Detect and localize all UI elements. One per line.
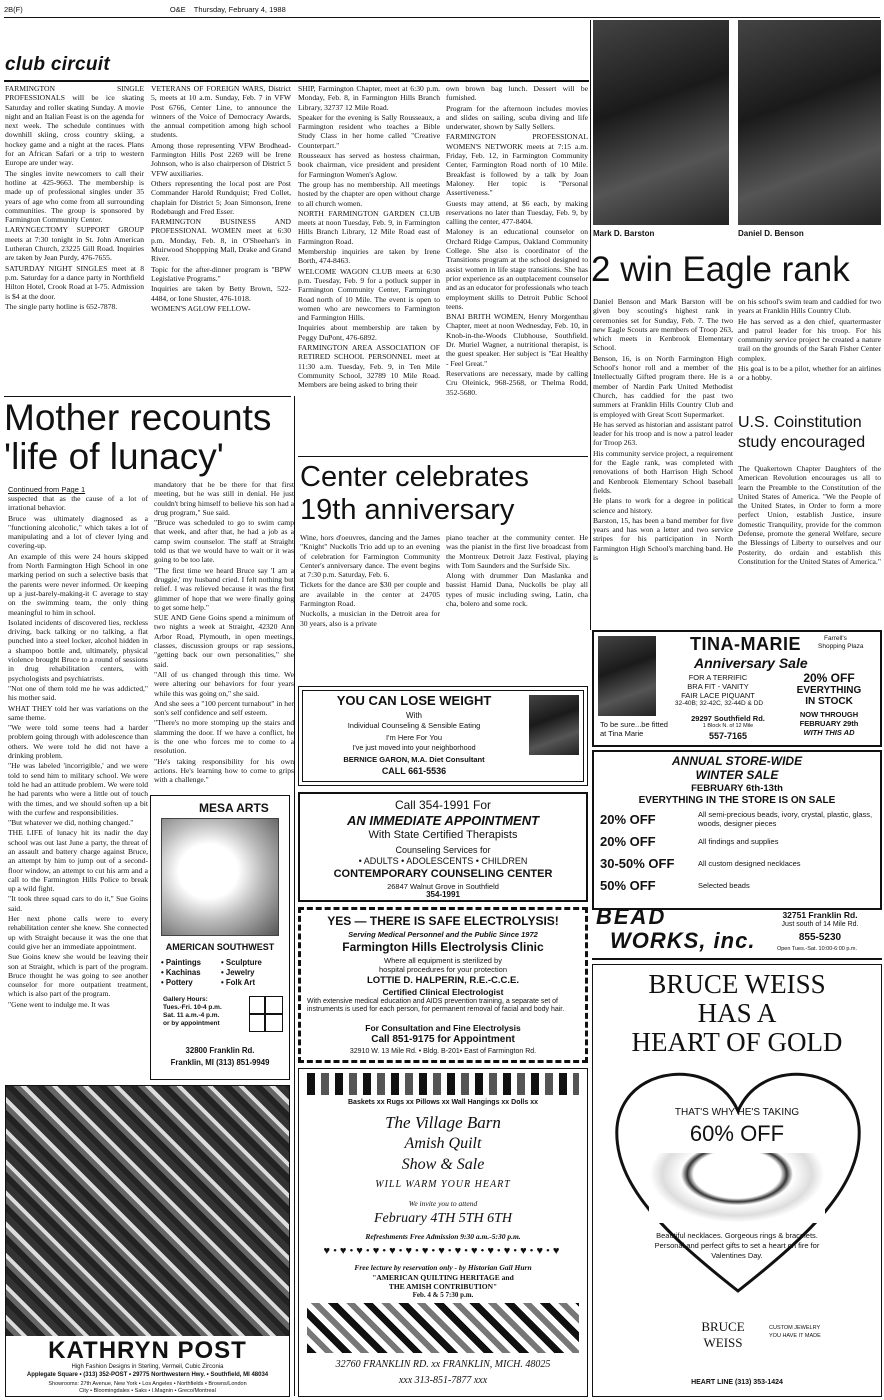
mother-para: mandatory that he be there for that first meeting, but he was still in denial. He just couldn't bring himself to believe his son had a drug program," Sue said.: [154, 480, 294, 517]
village-lecture-title-1: "AMERICAN QUILTING HERITAGE and: [372, 1273, 514, 1282]
constitution-headline-1: U.S. Coinstitution: [738, 414, 862, 431]
tina-now-1: NOW THROUGH: [799, 710, 859, 719]
counseling-ad: [298, 792, 588, 902]
electrolysis-headline: YES — THERE IS SAFE ELECTROLYSIS!: [327, 914, 559, 928]
center-para: Along with drummer Dan Maslanka and bassist Hamid Dana, Nuckolls be play all types of music including swing, Latin, cha cha, bolero and some rock.: [446, 571, 588, 609]
mother-para: "Gene went to indulge me. It was: [8, 999, 110, 1009]
bead-dates: FEBRUARY 6th-13th: [691, 783, 783, 794]
lose-weight-line-4: I've just moved into your neighborhood: [352, 743, 476, 752]
bruce-side-1: CUSTOM JEWELRY: [769, 1325, 821, 1331]
village-barn-title: The Village Barn: [385, 1113, 501, 1132]
kathryn-post-name: KATHRYN POST: [48, 1337, 247, 1364]
center-para: Nuckolls, a musician in the Detroit area for 30 years, also is a private: [300, 609, 440, 628]
tina-fit: To be sure...be fitted at Tina Marie: [600, 720, 668, 738]
bead-address-1: 32751 Franklin Rd.: [782, 910, 858, 920]
mother-para: An example of this were 24 hours skipped from North Farmington High School in one marking period on such a selective basis that the parents were never informed. Or keeping up a just-barely-making-it C average to stay on the swimming team, the only thing meaningful to him in school.: [8, 551, 148, 617]
bruce-line-1: Beautiful necklaces. Gorgeous rings & bracelets.: [656, 1231, 818, 1240]
mother-para: "But whatever we did, nothing changed.": [8, 818, 134, 828]
club-item: Inquiries are taken by Betty Brown, 522-4484, or Ione Shuster, 476-1018.: [151, 284, 291, 303]
club-circuit-rule: [4, 80, 589, 82]
club-col-4: [446, 84, 588, 464]
village-lecture: Free lecture by reservation only - by Historian Gail Hurn: [354, 1263, 532, 1272]
electrolysis-line-5: hospital procedures for your protection: [379, 965, 507, 974]
electrolysis-address: 32910 W. 13 Mile Rd. • Bldg. B-201• East of Farmington Rd.: [349, 1048, 537, 1055]
mark-barston-photo: [593, 20, 729, 225]
bead-pct-0: 20% OFF: [600, 812, 656, 827]
club-item: The single party hotline is 652-7878.: [5, 301, 118, 311]
bead-desc-3: Selected beads: [698, 881, 750, 890]
mother-para: "The first time we heard Bruce say 'I am a druggie,' my husband cried. I felt nothing but relief. I was relieved because it was the first glimmer of hope that we were finally going to get some help.": [154, 565, 294, 612]
eagle-para: on his school's swim team and caddied for two years at Franklin Hills Country Club.: [738, 297, 881, 316]
kathryn-post-line-3: Showrooms: 27th Avenue, New York • Los Angeles • Northfields • Browns/London: [48, 1381, 247, 1387]
club-item: VETERANS OF FOREIGN WARS, District 5, meets at 10 a.m. Sunday, Feb. 7 in VFW Post 6766, Center Line, to announce the winners of the Voice of Democracy Awards, the annual competition among high school students.: [151, 84, 291, 140]
mother-para: SUE AND Gene Goins spend a minimum of two nights a week at Straight, 42320 Ann Arbor Road, Plymouth, in open meetings, classes, discussion groups or rap sessions, "getting back our own personalities," she said.: [154, 613, 294, 669]
lingerie-model-photo: [598, 636, 656, 716]
mesa-arts-hours: [163, 996, 248, 1028]
village-line-1: Baskets xx Rugs xx Pillows xx Wall Hangings xx Dolls xx: [348, 1099, 538, 1106]
electrolysis-line-2: Serving Medical Personnel and the Public Since 1972: [348, 930, 538, 939]
village-invite: We invite you to attend: [408, 1199, 478, 1208]
eagle-para: He plans to work for a degree in political science and history.: [593, 496, 733, 515]
tina-off-3: IN STOCK: [805, 696, 853, 707]
mother-para: "We were told some teens had a harder problem going through with adolescence than others. We were told he did not have a drinking problem.: [8, 723, 148, 761]
kathryn-post-line-2: Applegate Square • (313) 352-POST • 29775 Northwestern Hwy. • Southfield, MI 48034: [26, 1372, 269, 1378]
hours-line: or by appointment: [163, 1020, 220, 1027]
bead-title-2: WINTER SALE: [695, 768, 779, 782]
location-map: [249, 996, 283, 1032]
club-item: Reservations are necessary, made by calling Cru Oleinick, 968-2568, or Thelma Rodd, 352-5680.: [446, 368, 588, 397]
tina-off-1: 20% OFF: [803, 671, 855, 685]
lose-weight-line-2: Individual Counseling & Sensible Eating: [347, 721, 481, 730]
warm-heart-line: WILL WARM YOUR HEART: [375, 1179, 511, 1190]
bead-desc-1: All findings and supplies: [698, 837, 779, 846]
club-circuit-title: club circuit: [5, 54, 110, 75]
kathryn-post-line-1: High Fashion Designs in Sterling, Vermeil, Cubic Zirconia: [71, 1364, 224, 1370]
mesa-item: • Folk Art: [221, 978, 256, 987]
tina-address-2: 1 Block N. of 12 Mile: [702, 723, 754, 729]
lose-weight-title: YOU CAN LOSE WEIGHT: [336, 693, 492, 708]
tina-address-1: 29297 Southfield Rd.: [691, 714, 765, 723]
mother-para: "All of us changed through this time. We were altering our behaviors for four years while this was going on," she said.: [154, 669, 294, 698]
electrolysis-ad: [298, 907, 588, 1063]
club-item: Guests may attend, at $6 each, by making reservations no later than Tuesday, Feb. 9, by calling the center, 477-8404.: [446, 198, 588, 227]
bead-title-1: ANNUAL STORE-WIDE: [671, 754, 803, 768]
center-top-rule: [298, 456, 588, 457]
consultant-photo: [529, 695, 579, 755]
constitution-headline-2: study encouraged: [738, 434, 866, 451]
club-item: SATURDAY NIGHT SINGLES meet at 8 p.m. Saturday for a dance party in Northfield Hilton Hotel, Crook Road at I-75. Admission is $4 at the door.: [5, 263, 144, 301]
bruce-taking: THAT'S WHY HE'S TAKING: [674, 1107, 800, 1118]
mesa-arts-subtitle: AMERICAN SOUTHWEST: [165, 942, 275, 952]
issue-date: Thursday, February 4, 1988: [193, 5, 286, 14]
club-item: Others representing the local post are Post Commander Harold Rundquist; Fred Collet, chaplain for District 5; Joan Simonson, Irene Rodebaugh and Fred Esser.: [151, 178, 291, 216]
counseling-line-3: With State Certified Therapists: [368, 829, 518, 841]
mesa-arts-items: [161, 958, 281, 988]
village-refreshments: Refreshments Free Admission 9:30 a.m.-5:30 p.m.: [365, 1232, 521, 1241]
counseling-call: [300, 798, 586, 812]
column-rule: [590, 20, 591, 630]
club-item: Speaker for the evening is Sally Rousseaux, a Farmington resident who teaches a Bible Study Class in her home called "Creative Counterpart.": [298, 112, 440, 150]
electrolysis-line-9: For Consultation and Fine Electrolysis: [365, 1023, 521, 1033]
bead-phone: 855-5230: [798, 932, 842, 943]
club-item: Maloney is an educational counselor on Orchard Ridge Campus, Oakland Community College. She also is coordinator of the Transitions program at the school designed to assist women in life stage transitions. She has prior experience as an outplacement counselor and as an educator for professionals who teach employment skills to Detroit Public School teens.: [446, 227, 588, 311]
counseling-line-5: • ADULTS • ADOLESCENTS • CHILDREN: [358, 856, 528, 866]
photo-caption-benson: Daniel D. Benson: [738, 229, 804, 238]
southwest-art-image: [161, 818, 279, 936]
club-item: FARMINGTON AREA ASSOCIATION OF RETIRED SCHOOL PERSONNEL meet at 11:30 a.m. Tuesday, Feb. 9, in Ten Mile Community School, 32789 10 Mile Road. Members are being asked to bring their: [298, 343, 440, 390]
bruce-headline-3: HEART OF GOLD: [631, 1027, 843, 1057]
club-item: BNAI BRITH WOMEN, Henry Morgenthau Chapter, meet at noon Wednesday, Feb. 10, in Knob-in-the-Woods Clubhouse, Southfield. Dr. Muriel Wagner, a nutritional therapist, is the guest speaker. Her subject is "Eat Healthy - Feel Great.": [446, 312, 588, 368]
mother-para: Her next phone calls were to every rehabilitation center she knew. She connected up with Straight because it was the one that could give her an immediate appointment.: [8, 914, 148, 951]
center-headline-1: Center celebrates: [300, 461, 529, 493]
photo-caption-barston: Mark D. Barston: [593, 229, 655, 238]
lose-weight-line-3: I'm Here For You: [385, 733, 443, 742]
tina-corner-2: Shopping Plaza: [818, 643, 864, 650]
eagle-para: Barston, 15, has been a band member for five years and has won a letter and two service stripes for his participation in North Farmington High School's marching band. He is: [593, 515, 733, 563]
tina-phone: 557-7165: [708, 731, 748, 741]
club-item: Topic for the after-dinner program is "BPW Legislative Programs.": [151, 264, 291, 283]
bruce-headline-1: BRUCE WEISS: [648, 969, 826, 999]
bead-everything: EVERYTHING IN THE STORE IS ON SALE: [638, 795, 836, 806]
bruce-line-3: Valentines Day.: [711, 1251, 763, 1260]
lose-weight-line-1: With: [406, 711, 422, 720]
club-item: Among those representing VFW Brodhead-Farmington Hills Post 2269 will be Irene Johnson, who is also chairperson of District 5 VFW auxiliaries.: [151, 140, 291, 178]
bruce-phone: HEART LINE (313) 353-1424: [691, 1379, 783, 1386]
constitution-body: The Quakertown Chapter Daughters of the American Revolution encourages us all to learn the Preamble to the Constitution of the United States of America. "We the People of the United States, in Order to form a more perfect Union, establish Justice, insure domestic Tranquility, provide for the common Defense, promote the general Welfare, secure the Blessings of Liberty to ourselves and our Posterity, do ordain and establish this Constitution for the United States of America.": [738, 464, 881, 566]
bruce-logo-1: BRUCE: [701, 1319, 745, 1334]
electrolysis-name: LOTTIE D. HALPERIN, R.E.-C.C.E.: [366, 975, 519, 986]
show-sale-title: Show & Sale: [401, 1156, 485, 1173]
center-col-1: [300, 533, 440, 668]
electrolysis-line-7: Certified Clinical Electrologist: [382, 987, 504, 997]
eagle-para: His community service project, a requirement for the Eagle rank, was completed with renovations of both Harrison High School and Kenbrook Elementary School baseball fields.: [593, 448, 733, 495]
bead-desc-2: All custom designed necklaces: [698, 859, 801, 868]
bruce-headline-2: HAS A: [697, 998, 777, 1028]
counseling-phone: 354-1991: [426, 890, 460, 899]
counseling-line-4: Counseling Services for: [395, 845, 491, 855]
tina-line-4: 32-40B; 32-42C, 32-44D & DD: [674, 700, 764, 707]
mother-para: "Bruce was scheduled to go to swim camp that week, and after that, he had a job as a camp swim counselor. The staff at Straight told us that we would have to wait or it was going to be too late.: [154, 518, 294, 565]
club-item: FARMINGTON PROFESSIONAL WOMEN'S NETWORK meets at 7:15 a.m. Friday, Feb. 12, in Farmington Community Center, Farmington Road north of 10 Mile. Breakfast is followed by a talk by Joan Maloney. Her topic is "Personal Assertiveness.": [446, 132, 588, 198]
bruce-60-off: 60% OFF: [689, 1121, 785, 1146]
bead-hours: Open Tues.-Sat. 10:00-6:00 p.m.: [776, 946, 858, 952]
eagle-para: His goal is to be a pilot, whether for an airlines or a hobby.: [738, 364, 881, 383]
page-header: [4, 5, 880, 17]
club-item: NORTH FARMINGTON GARDEN CLUB meets at noon Tuesday, Feb. 9, in Farmington Hills Branch Library, 12 Mile Road east of Farmington Road.: [298, 208, 440, 246]
club-item: Rousseaux has served as hostess chairman, book chairman, vice president and president for Farmington Women's Aglow.: [298, 151, 440, 179]
lose-weight-ad: [298, 686, 588, 786]
mother-para: "He's taking responsibility for his own actions. He's learning how to come to grips with a challenge.": [154, 756, 294, 785]
mesa-item: • Pottery: [161, 978, 193, 987]
club-col-2: [151, 84, 291, 394]
bead-pct-3: 50% OFF: [600, 878, 656, 893]
mesa-item: • Sculpture: [221, 958, 262, 967]
counseling-center-name: CONTEMPORARY COUNSELING CENTER: [333, 868, 553, 880]
amish-quilt-title: Amish Quilt: [404, 1135, 482, 1152]
mother-para: suspected that as the cause of a lot of irrational behavior.: [8, 494, 148, 513]
eagle-para: He has served as historian and assistant patrol leader for his troop and is now a patrol leader for Troop 263.: [593, 419, 733, 448]
club-item: Program for the afternoon includes movies and slides on sailing, scuba diving and life underwater, shown by Sally Sellers.: [446, 103, 588, 132]
mesa-item: • Kachinas: [161, 968, 201, 977]
mesa-address-1: 32800 Franklin Rd.: [185, 1046, 255, 1055]
continued-line: Continued from Page 1: [8, 485, 86, 494]
necklace-image: [649, 1153, 825, 1223]
village-dates: February 4TH 5TH 6TH: [373, 1211, 513, 1226]
village-lecture-dates: Feb. 4 & 5 7:30 p.m.: [412, 1291, 474, 1299]
mother-para: Sue Goins knew she would be leaving their son at Straight, which is part of the program. Bruce thought he was going to see another counselor for more outpatient treatment, which is also part of the program.: [8, 952, 148, 999]
jewelry-photo: [6, 1086, 289, 1336]
center-para: Tickets for the dance are $30 per couple and are available in the center at 24705 Farmington Road.: [300, 580, 440, 609]
mesa-item: • Paintings: [161, 958, 201, 967]
club-item: The singles invite newcomers to call their hotline at 425-9663. The membership is made up of professional singles under 35 years of age who come from all surrounding communities. The group is sponsored by Farmington Community Center.: [5, 168, 144, 225]
club-col-3: [298, 84, 440, 464]
tina-line-3: FAIR LACE PIQUANT: [681, 691, 755, 700]
eagle-col-2: [738, 297, 881, 407]
mesa-item: • Jewelry: [221, 968, 255, 977]
mother-col-1: [8, 494, 148, 1009]
bruce-side-2: YOU HAVE IT MADE: [769, 1333, 821, 1339]
counseling-headline: AN IMMEDIATE APPOINTMENT: [346, 813, 540, 828]
column-rule: [294, 396, 295, 1396]
bruce-weiss-ad: [592, 964, 882, 1397]
mother-para: Bruce was ultimately diagnosed as a "functioning alcoholic," which takes a lot of manipulating and a lot of clever lying and covering-up.: [8, 513, 148, 551]
bead-bottom-rule: [592, 958, 882, 960]
eagle-para: Daniel Benson and Mark Barston will be given boy scouting's highest rank in ceremonies set for Sunday, Feb. 7. The two new Eagle Scouts are members of Troop 263, which meets in Kenbrook Elementary School.: [593, 297, 733, 353]
quilt-pattern-bottom: [307, 1303, 579, 1353]
club-item: WOMEN'S AGLOW FELLOW-: [151, 303, 251, 313]
electrolysis-clinic: Farmington Hills Electrolysis Clinic: [342, 940, 544, 954]
bead-logo-2: WORKS, inc.: [610, 928, 756, 953]
mesa-arts-ad: [150, 795, 290, 1080]
club-item: LARYNGECTOMY SUPPORT GROUP meets at 7:30 tonight in St. John American Lutheran Church, 23225 Gill Road. Inquiries are taken by Jean Purdy, 476-7655.: [5, 225, 144, 263]
bead-desc-0: All semi-precious beads, ivory, crystal, plastic, glass, woods, designer pieces: [698, 810, 873, 828]
club-item: Membership inquiries are taken by Irene Borth, 474-8463.: [298, 247, 440, 266]
counseling-address: 26847 Walnut Grove in Southfield: [387, 882, 499, 891]
kathryn-post-line-4: City • Bloomingdales • Saks • I.Magnin • Greco/Montreal: [79, 1388, 216, 1394]
center-col-2: [446, 533, 588, 668]
daniel-benson-photo: [738, 20, 881, 225]
village-phone: xxx 313-851-7877 xxx: [398, 1375, 488, 1386]
hours-line: Sat. 11 a.m.-4 p.m.: [163, 1012, 220, 1019]
club-item: FARMINGTON BUSINESS AND PROFESSIONAL WOMEN meet at 6:30 p.m. Monday, Feb. 8, in O'Sheehan's in Muirwood Shoppping Mall, Drake and Grand River.: [151, 217, 291, 264]
mesa-arts-title: MESA ARTS: [199, 801, 269, 815]
club-item: WELCOME WAGON CLUB meets at 6:30 p.m. Tuesday, Feb. 9 for a potluck supper in Farmington Community Center, Farmington Road north of 10 Mile. The event is open to women who are newcomers to Farmington and Farmington Hills.: [298, 266, 440, 323]
bruce-logo-2: WEISS: [703, 1335, 743, 1350]
eagle-para: Benson, 16, is on North Farmington High School's honor roll and a member of the Intellectually Gifted program there. He is a member of Nardin Park United Methodist Church, has caddied for the past two summers at Franklin Hills Country Club and is employed with Great Scott Supermarket.: [593, 353, 733, 419]
diet-consultant-name: BERNICE GARON, M.A. Diet Consultant: [343, 755, 485, 764]
hours-title: Gallery Hours:: [163, 996, 208, 1003]
mother-headline-2: 'life of lunacy': [4, 436, 224, 477]
heart-border: ♥•♥•♥•♥•♥•♥•♥•♥•♥•♥•♥•♥•♥•♥•♥: [323, 1245, 563, 1257]
mother-para: WHAT THEY told her was variations on the same theme.: [8, 703, 148, 722]
mother-para: "It took three squad cars to do it," Sue Goins said.: [8, 894, 148, 913]
hours-line: Tues.-Fri. 10-4 p.m.: [163, 1004, 222, 1011]
tina-line-1: FOR A TERRIFIC: [688, 673, 748, 682]
village-lecture-title-2: THE AMISH CONTRIBUTION": [388, 1282, 498, 1291]
lose-weight-call: CALL 661-5536: [381, 766, 447, 776]
bead-address-2: Just south of 14 Mile Rd.: [781, 921, 859, 928]
tina-marie-title: TINA-MARIE: [690, 634, 801, 654]
center-para: Wine, hors d'oeuvres, dancing and the James "Knight" Nuckolls Trio add up to an evening of celebration for Farmington Community Center's anniversary dance. The event begins at 7:30 p.m. Saturday, Feb. 6.: [300, 533, 440, 580]
mother-para: Isolated incidents of discovered lies, reckless driving, back talking or no talking, a flat punched into a steel locker, alcohol hidden in a shampoo bottle and, ultimately, physical violence brought Bruce to a round of sessions in drug rehabilitation centers, with psychologists and psychiatrists.: [8, 617, 148, 683]
kathryn-post-ad: [5, 1085, 290, 1397]
tina-now-2: FEBRUARY 29th: [799, 719, 859, 728]
mother-para: THE LIFE of lunacy hit its nadir the day school was out last June a party, the threat of an assault and battery charge against Bruce, an attempt by him to jump out of a second-floor window, an attempt to cut his arm and a call to the Farmington Hills Police to break up a wild fight.: [8, 828, 148, 894]
bruce-line-2: Personal and perfect gifts to set a heart on fire for: [654, 1241, 820, 1250]
eagle-col-1: [593, 297, 733, 679]
bead-pct-2: 30-50% OFF: [600, 856, 675, 871]
mother-para: "There's no more stomping up the stairs and slamming the door. If we have a conflict, he is the one who forces me to come to a resolution.: [154, 718, 294, 756]
center-headline-2: 19th anniversary: [300, 494, 515, 526]
quilt-pattern-top: [307, 1073, 579, 1095]
club-item: Inquiries about membership are taken by Peggy DuPont, 476-6892.: [298, 323, 440, 342]
club-item: The group has no membership. All meetings hosted by the chapter are open without charge to all church women.: [298, 179, 440, 208]
electrolysis-line-4: Where all equipment is sterilized by: [384, 956, 502, 965]
tina-off-2: EVERYTHING: [796, 685, 862, 696]
mother-para: And she sees a "100 percent turnabout" in her son's self confidence and self esteem.: [154, 698, 294, 718]
bead-logo-1: BEAD: [596, 904, 667, 929]
eagle-headline: 2 win Eagle rank: [591, 250, 850, 289]
mother-col-2: [154, 480, 294, 790]
eagle-para: He has served as a den chief, quartermaster and patrol leader for his troop. For his community service project he created a nature trail on the grounds of the Sarah Fisher Center complex.: [738, 316, 881, 363]
tina-marie-ad: [592, 630, 882, 747]
anniversary-sale: Anniversary Sale: [694, 655, 808, 671]
village-barn-ad: [298, 1068, 588, 1397]
electrolysis-phone: Call 851-9175 for Appointment: [371, 1034, 515, 1045]
paper-name: O&E: [169, 5, 186, 14]
village-address: 32760 FRANKLIN RD. xx FRANKLIN, MICH. 48025: [335, 1359, 551, 1370]
header-rule: [4, 17, 880, 18]
tina-line-2: BRA FIT - VANITY: [687, 682, 749, 691]
counseling-call-text: Call 354-1991 For: [394, 798, 492, 812]
page-number: 2B(F): [4, 5, 23, 14]
club-col-1: [5, 84, 144, 394]
mother-para: "He was labeled 'incorrigible,' and we were told to send him to military school. We were told he had an attitude problem. We were told he had parents who were a little out of touch with the times, and we should soften up a bit with the curfew and responsibilities.: [8, 761, 148, 817]
electrolysis-line-8: With extensive medical education and AIDS prevention training, a separate set of instruments is used for each person, for permanent removal of facial and body hair.: [307, 998, 565, 1013]
mesa-address-2: Franklin, MI (313) 851-9949: [170, 1058, 270, 1067]
bead-works-ad: [592, 750, 882, 910]
tina-corner-1: Farrell's: [824, 635, 847, 642]
tina-now-3: WITH THIS AD: [803, 728, 855, 737]
club-item: SHIP, Farmington Chapter, meet at 6:30 p.m. Monday, Feb. 8, in Farmington Hills Branch Library, 32737 12 Mile Road.: [298, 84, 440, 112]
club-item: own brown bag lunch. Dessert will be furnished.: [446, 84, 588, 103]
mother-headline-1: Mother recounts: [4, 397, 272, 438]
mother-para: "Not one of them told me he was addicted," his mother said.: [8, 683, 148, 703]
club-item: FARMINGTON SINGLE PROFESSIONALS will be ice skating Saturday and roller skating Sunday. A movie night and an Italian Feast is on the agenda for next week. The schedule continues with downhill skiing, cross country skiing, a hockey game and a night at the races. Plans for an African Safari or a trip to western Europe are under way.: [5, 84, 144, 168]
center-para: piano teacher at the community center. He was the pianist in the first live broadcast from the Montreux Detroit Jazz Festival, playing with Tom Saunders and the Surfside Six.: [446, 533, 588, 570]
bead-pct-1: 20% OFF: [600, 834, 656, 849]
